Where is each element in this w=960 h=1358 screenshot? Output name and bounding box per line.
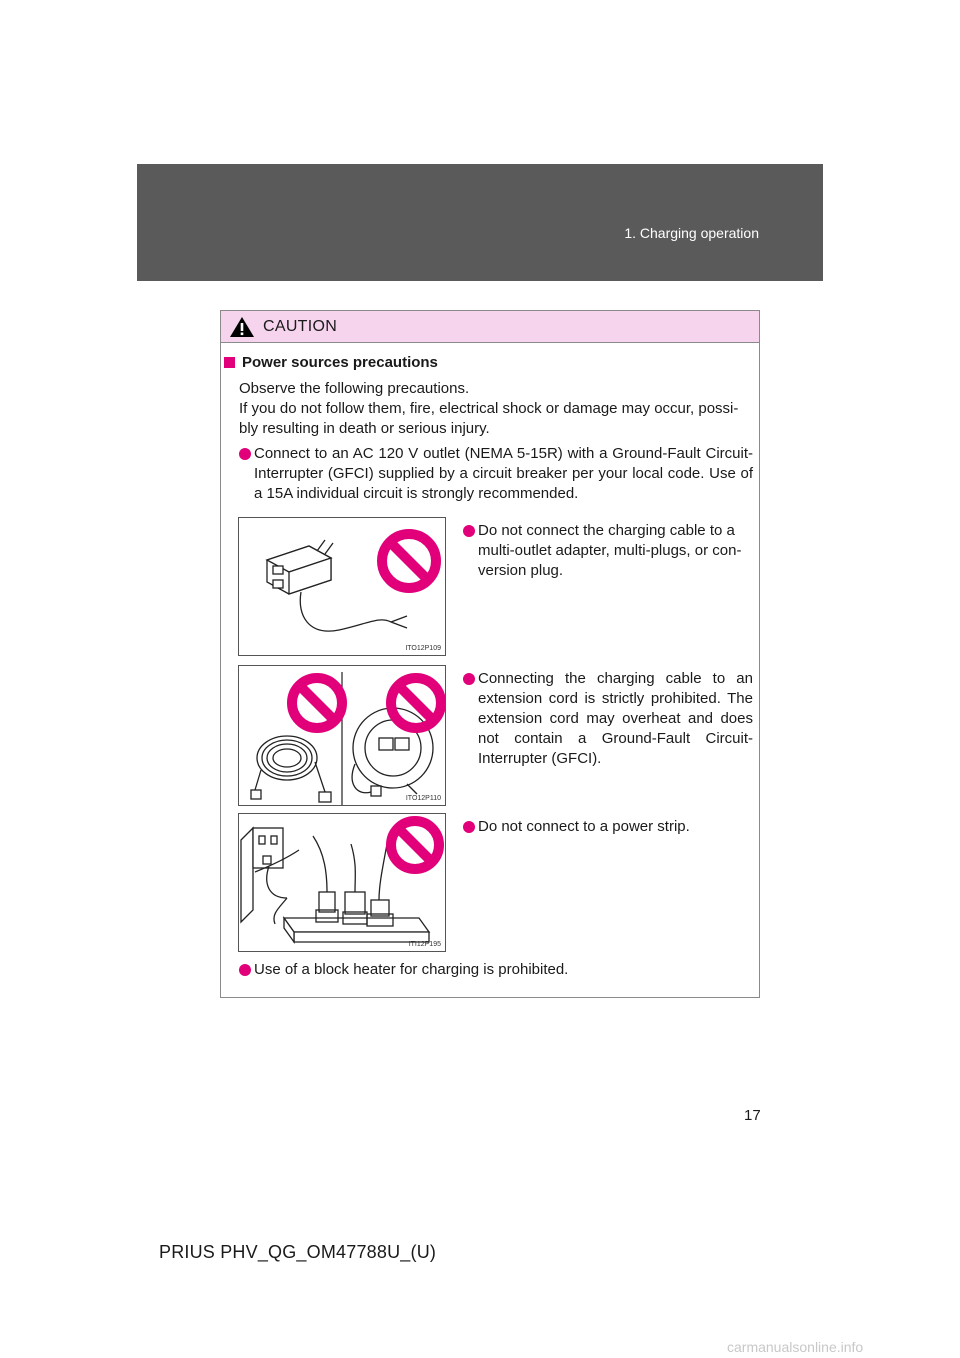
- subheading-text: Power sources precautions: [242, 354, 438, 371]
- prohibition-icon: [391, 678, 441, 728]
- intro-paragraph: Observe the following precautions. If you do not follow them, fire, electrical shock or damage may occur, possi- bly resulting in death or serious injury.: [239, 380, 739, 437]
- bullet-item: [239, 444, 753, 504]
- page-number: 17: [744, 1107, 761, 1124]
- prohibition-icon: [391, 821, 439, 869]
- bullet-text: Use of a block heater for charging is prohibited.: [254, 961, 569, 978]
- header-band: [137, 164, 823, 281]
- bullet-text: Connect to an AC 120 V outlet (NEMA 5-15R) with a Ground-Fault Circuit-Interrupter (GFCI) supplied by a circuit breaker per your local code. Use of a 15A individual circuit is strongly recommended.: [254, 445, 753, 502]
- bullet-dot-icon: [239, 964, 251, 976]
- figure-extension-cord: [238, 665, 446, 806]
- subheading: [224, 354, 438, 371]
- figure-multi-outlet-adapter: [238, 517, 446, 656]
- figure-code: ITO12P110: [405, 795, 441, 802]
- extension-cord-illustration: [239, 666, 445, 805]
- bullet-item: [239, 960, 753, 980]
- caution-title: CAUTION: [263, 317, 338, 335]
- bullet-dot-icon: [463, 673, 475, 685]
- figure-code: ITI12P195: [408, 941, 441, 948]
- bullet-item: [463, 669, 753, 769]
- caution-box: [220, 310, 760, 998]
- bullet-dot-icon: [463, 821, 475, 833]
- prohibition-icon: [382, 534, 436, 588]
- bullet-text: Do not connect the charging cable to a multi-outlet adapter, multi-plugs, or con-version plug.: [478, 522, 742, 579]
- square-bullet-icon: [224, 357, 235, 368]
- bullet-dot-icon: [463, 525, 475, 537]
- prohibition-icon: [292, 678, 342, 728]
- bullet-text: Connecting the charging cable to an extension cord is strictly prohibited. The extension cord may overheat and does not contain a Ground-Fault Circuit-Interrupter (GFCI).: [478, 670, 753, 767]
- bullet-dot-icon: [239, 448, 251, 460]
- section-label: 1. Charging operation: [624, 225, 759, 241]
- adapter-illustration: [239, 518, 445, 655]
- warning-triangle-icon: [229, 316, 255, 338]
- figure-power-strip: [238, 813, 446, 952]
- bullet-text: Do not connect to a power strip.: [478, 818, 690, 835]
- caution-header: [221, 311, 759, 343]
- footer-document-code: PRIUS PHV_QG_OM47788U_(U): [159, 1242, 437, 1262]
- bullet-item: [463, 521, 753, 581]
- watermark: carmanualsonline.info: [727, 1339, 864, 1355]
- power-strip-illustration: [239, 814, 445, 951]
- figure-code: ITO12P109: [405, 645, 441, 652]
- bullet-item: [463, 817, 753, 837]
